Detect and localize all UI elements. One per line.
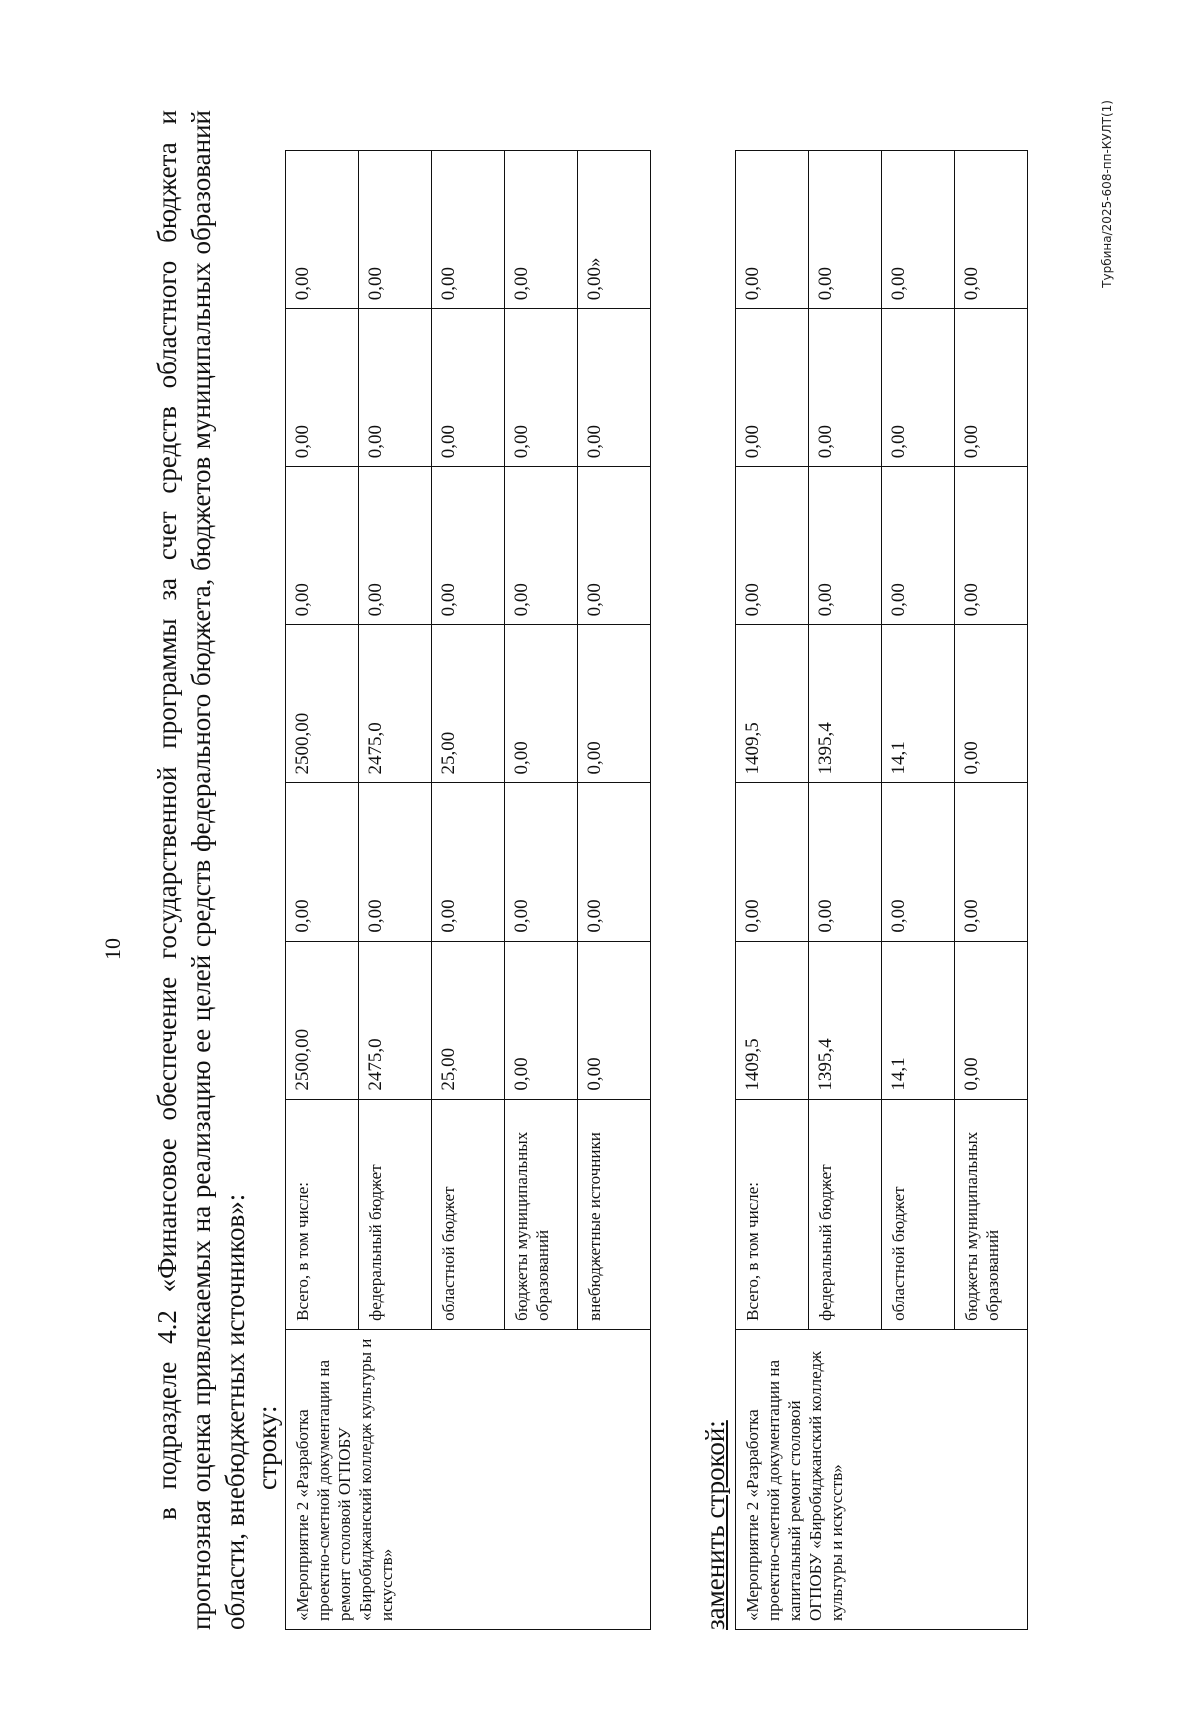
amount-cell: 0,00 xyxy=(578,625,651,783)
amount-cell: 0,00 xyxy=(736,309,809,467)
funding-source-cell: Всего, в том числе: xyxy=(286,1099,359,1329)
amount-cell: 0,00 xyxy=(882,783,955,941)
amount-cell: 0,00 xyxy=(286,309,359,467)
table-old xyxy=(285,150,651,1630)
amount-cell: 0,00 xyxy=(432,151,505,309)
amount-cell: 0,00 xyxy=(955,309,1028,467)
event-name-cell: «Мероприятие 2 «Разработка проектно-сметной документации на ремонт столовой ОГПОБУ «Биробиджанский колледж культуры и искусств» xyxy=(286,1329,651,1629)
amount-cell: 0,00 xyxy=(809,309,882,467)
amount-cell: 0,00» xyxy=(578,151,651,309)
funding-source-cell: областной бюджет xyxy=(882,1099,955,1329)
table-row xyxy=(736,151,809,1630)
amount-cell: 0,00 xyxy=(432,783,505,941)
amount-cell: 0,00 xyxy=(882,309,955,467)
amount-cell: 0,00 xyxy=(578,467,651,625)
amount-cell: 0,00 xyxy=(286,467,359,625)
amount-cell: 0,00 xyxy=(578,309,651,467)
amount-cell: 0,00 xyxy=(432,309,505,467)
amount-cell: 0,00 xyxy=(955,467,1028,625)
amount-cell: 0,00 xyxy=(882,151,955,309)
amount-cell: 2475,0 xyxy=(359,625,432,783)
amount-cell: 0,00 xyxy=(505,783,578,941)
amount-cell: 0,00 xyxy=(359,783,432,941)
intro-text: в подразделе 4.2 «Финансовое обеспечение государственной программы за счет средств областного бюджета и прогнозная оценка привлекаемых на реализацию ее целей средств федерального бюджета, бюджетов муниципальных образований области, внебюджетных источников»: xyxy=(152,110,250,1630)
document-code: Турбина/2025-608-пп-КУЛТ(1) xyxy=(1100,100,1114,288)
amount-cell: 0,00 xyxy=(505,625,578,783)
amount-cell: 0,00 xyxy=(359,151,432,309)
replace-from-label: строку: xyxy=(252,1405,282,1490)
amount-cell: 0,00 xyxy=(359,309,432,467)
amount-cell: 0,00 xyxy=(286,151,359,309)
amount-cell: 0,00 xyxy=(955,941,1028,1099)
amount-cell: 0,00 xyxy=(809,783,882,941)
amount-cell: 0,00 xyxy=(809,467,882,625)
funding-source-cell: бюджеты муниципальных образований xyxy=(505,1099,578,1329)
rotated-content xyxy=(100,100,1140,1660)
funding-source-cell: областной бюджет xyxy=(432,1099,505,1329)
table-new xyxy=(735,150,1028,1630)
amount-cell: 0,00 xyxy=(736,151,809,309)
page-number: 10 xyxy=(100,938,125,960)
event-name-cell: «Мероприятие 2 «Разработка проектно-сметной документации на капитальный ремонт столовой ОГПОБУ «Биробиджанский колледж культуры и искусств» xyxy=(736,1329,1028,1629)
funding-source-cell: Всего, в том числе: xyxy=(736,1099,809,1329)
amount-cell: 0,00 xyxy=(736,783,809,941)
amount-cell: 25,00 xyxy=(432,625,505,783)
amount-cell: 2500,00 xyxy=(286,625,359,783)
amount-cell: 14,1 xyxy=(882,625,955,783)
amount-cell: 0,00 xyxy=(505,309,578,467)
amount-cell: 0,00 xyxy=(578,783,651,941)
amount-cell: 2475,0 xyxy=(359,941,432,1099)
amount-cell: 0,00 xyxy=(359,467,432,625)
amount-cell: 1395,4 xyxy=(809,941,882,1099)
amount-cell: 0,00 xyxy=(505,941,578,1099)
amount-cell: 0,00 xyxy=(736,467,809,625)
amount-cell: 0,00 xyxy=(882,467,955,625)
amount-cell: 0,00 xyxy=(286,783,359,941)
amount-cell: 0,00 xyxy=(955,151,1028,309)
table-row xyxy=(286,151,359,1630)
amount-cell: 25,00 xyxy=(432,941,505,1099)
replace-to-label: заменить строкой: xyxy=(700,1420,730,1630)
amount-cell: 1409,5 xyxy=(736,941,809,1099)
funding-source-cell: бюджеты муниципальных образований xyxy=(955,1099,1028,1329)
funding-source-cell: федеральный бюджет xyxy=(809,1099,882,1329)
funding-source-cell: внебюджетные источники xyxy=(578,1099,651,1329)
intro-paragraph xyxy=(150,110,252,1630)
amount-cell: 0,00 xyxy=(955,625,1028,783)
amount-cell: 1395,4 xyxy=(809,625,882,783)
amount-cell: 0,00 xyxy=(809,151,882,309)
amount-cell: 0,00 xyxy=(505,151,578,309)
amount-cell: 14,1 xyxy=(882,941,955,1099)
amount-cell: 0,00 xyxy=(578,941,651,1099)
amount-cell: 0,00 xyxy=(955,783,1028,941)
amount-cell: 2500,00 xyxy=(286,941,359,1099)
amount-cell: 1409,5 xyxy=(736,625,809,783)
amount-cell: 0,00 xyxy=(432,467,505,625)
amount-cell: 0,00 xyxy=(505,467,578,625)
funding-source-cell: федеральный бюджет xyxy=(359,1099,432,1329)
